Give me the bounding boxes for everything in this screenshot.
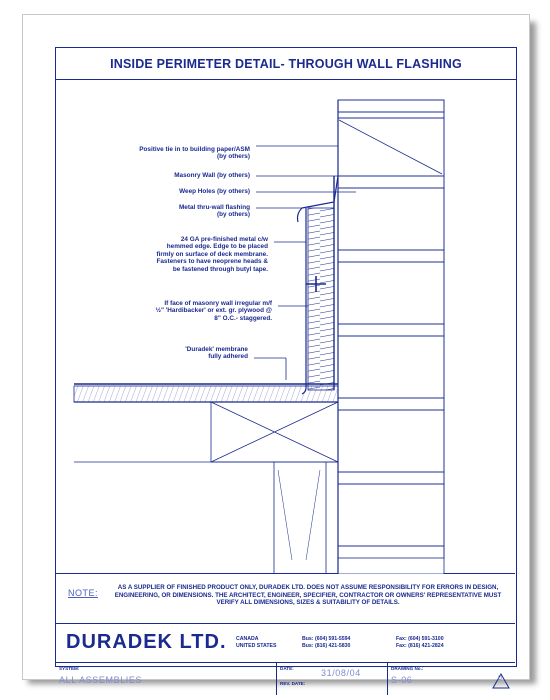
fax-canada: Fax: (604) 591-3100	[396, 636, 444, 642]
rev-date-label: REV. DATE:	[280, 681, 306, 686]
date-value: 31/08/04	[321, 668, 361, 678]
company-name: DURADEK LTD.	[66, 631, 227, 653]
hardibacker-backer	[308, 208, 334, 390]
callout-metal-flashing: 24 GA pre-finished metal c/w hemmed edge. Edge to be placed firmly on surface of deck membrane. Fasteners to have neoprene heads & be fastened through butyl tape.	[156, 236, 268, 273]
phone-us: Bus: (816) 421-5830	[302, 642, 351, 649]
system-value: ALL ASSEMBLIES	[59, 675, 143, 685]
callout-hardibacker: If face of masonry wall irregular m/f ½" 'Hardibacker' or ext. gr. plywood @ 8" O.C.- staggered.	[155, 300, 272, 322]
drawing-sheet	[22, 14, 530, 686]
drawing-title: INSIDE PERIMETER DETAIL- THROUGH WALL FLASHING	[110, 56, 462, 71]
callout-weep-holes: Weep Holes (by others)	[179, 188, 250, 195]
hidden-line	[306, 470, 320, 560]
date-label: DATE:	[280, 666, 294, 671]
flashing-hem	[298, 208, 303, 222]
note-label: NOTE:	[68, 588, 99, 598]
callout-duradek-membrane: 'Duradek' membrane fully adhered	[185, 346, 248, 361]
contact-faxes	[396, 636, 444, 649]
sheet-frame	[55, 47, 517, 686]
hidden-line	[278, 470, 292, 560]
detail-drawing	[56, 80, 515, 574]
disclaimer-row	[56, 574, 515, 624]
system-label: SYSTEM:	[59, 666, 80, 671]
contact-phones	[302, 636, 350, 649]
country-us: UNITED STATES	[236, 642, 277, 649]
callout-masonry-wall: Masonry Wall (by others)	[174, 172, 250, 179]
metal-flashing	[302, 208, 306, 394]
company-row	[56, 624, 515, 663]
masonry-wall	[338, 100, 444, 574]
fax-us: Fax: (816) 421-2824	[396, 642, 444, 649]
drawing-title-bar	[56, 48, 516, 80]
title-block-info	[56, 663, 515, 695]
contact-countries	[236, 636, 276, 649]
callout-building-paper: Positive tie in to building paper/ASM (by others)	[139, 146, 250, 161]
phone-canada: Bus: (604) 591-5594	[302, 636, 351, 642]
plywood-deck	[74, 386, 338, 402]
date-cell	[277, 663, 388, 695]
country-canada: CANADA	[236, 636, 259, 642]
drawing-number-value: S-06	[391, 675, 413, 685]
system-cell	[56, 663, 277, 695]
detail-drawing-svg	[56, 80, 515, 574]
drawing-number-cell	[388, 663, 515, 695]
drawing-number-label: DRAWING No.:	[391, 666, 424, 671]
callout-thru-wall-flashing: Metal thru-wall flashing (by others)	[178, 204, 250, 219]
disclaimer-text: AS A SUPPLIER OF FINISHED PRODUCT ONLY, DURADEK LTD. DOES NOT ASSUME RESPONSIBILITY FOR ERRORS IN DESIGN, ENGINEERING, OR DIMENSIONS. THE ARCHITECT, ENGINEER, SPECIFIER, CONTRACTOR OR OWNERS' REPRESENTATIVE MUST VERIFY ALL DIMENSIONS, SIZES & SUITABILITY OF DETAILS.	[114, 584, 502, 607]
revision-number: 0	[498, 675, 503, 682]
